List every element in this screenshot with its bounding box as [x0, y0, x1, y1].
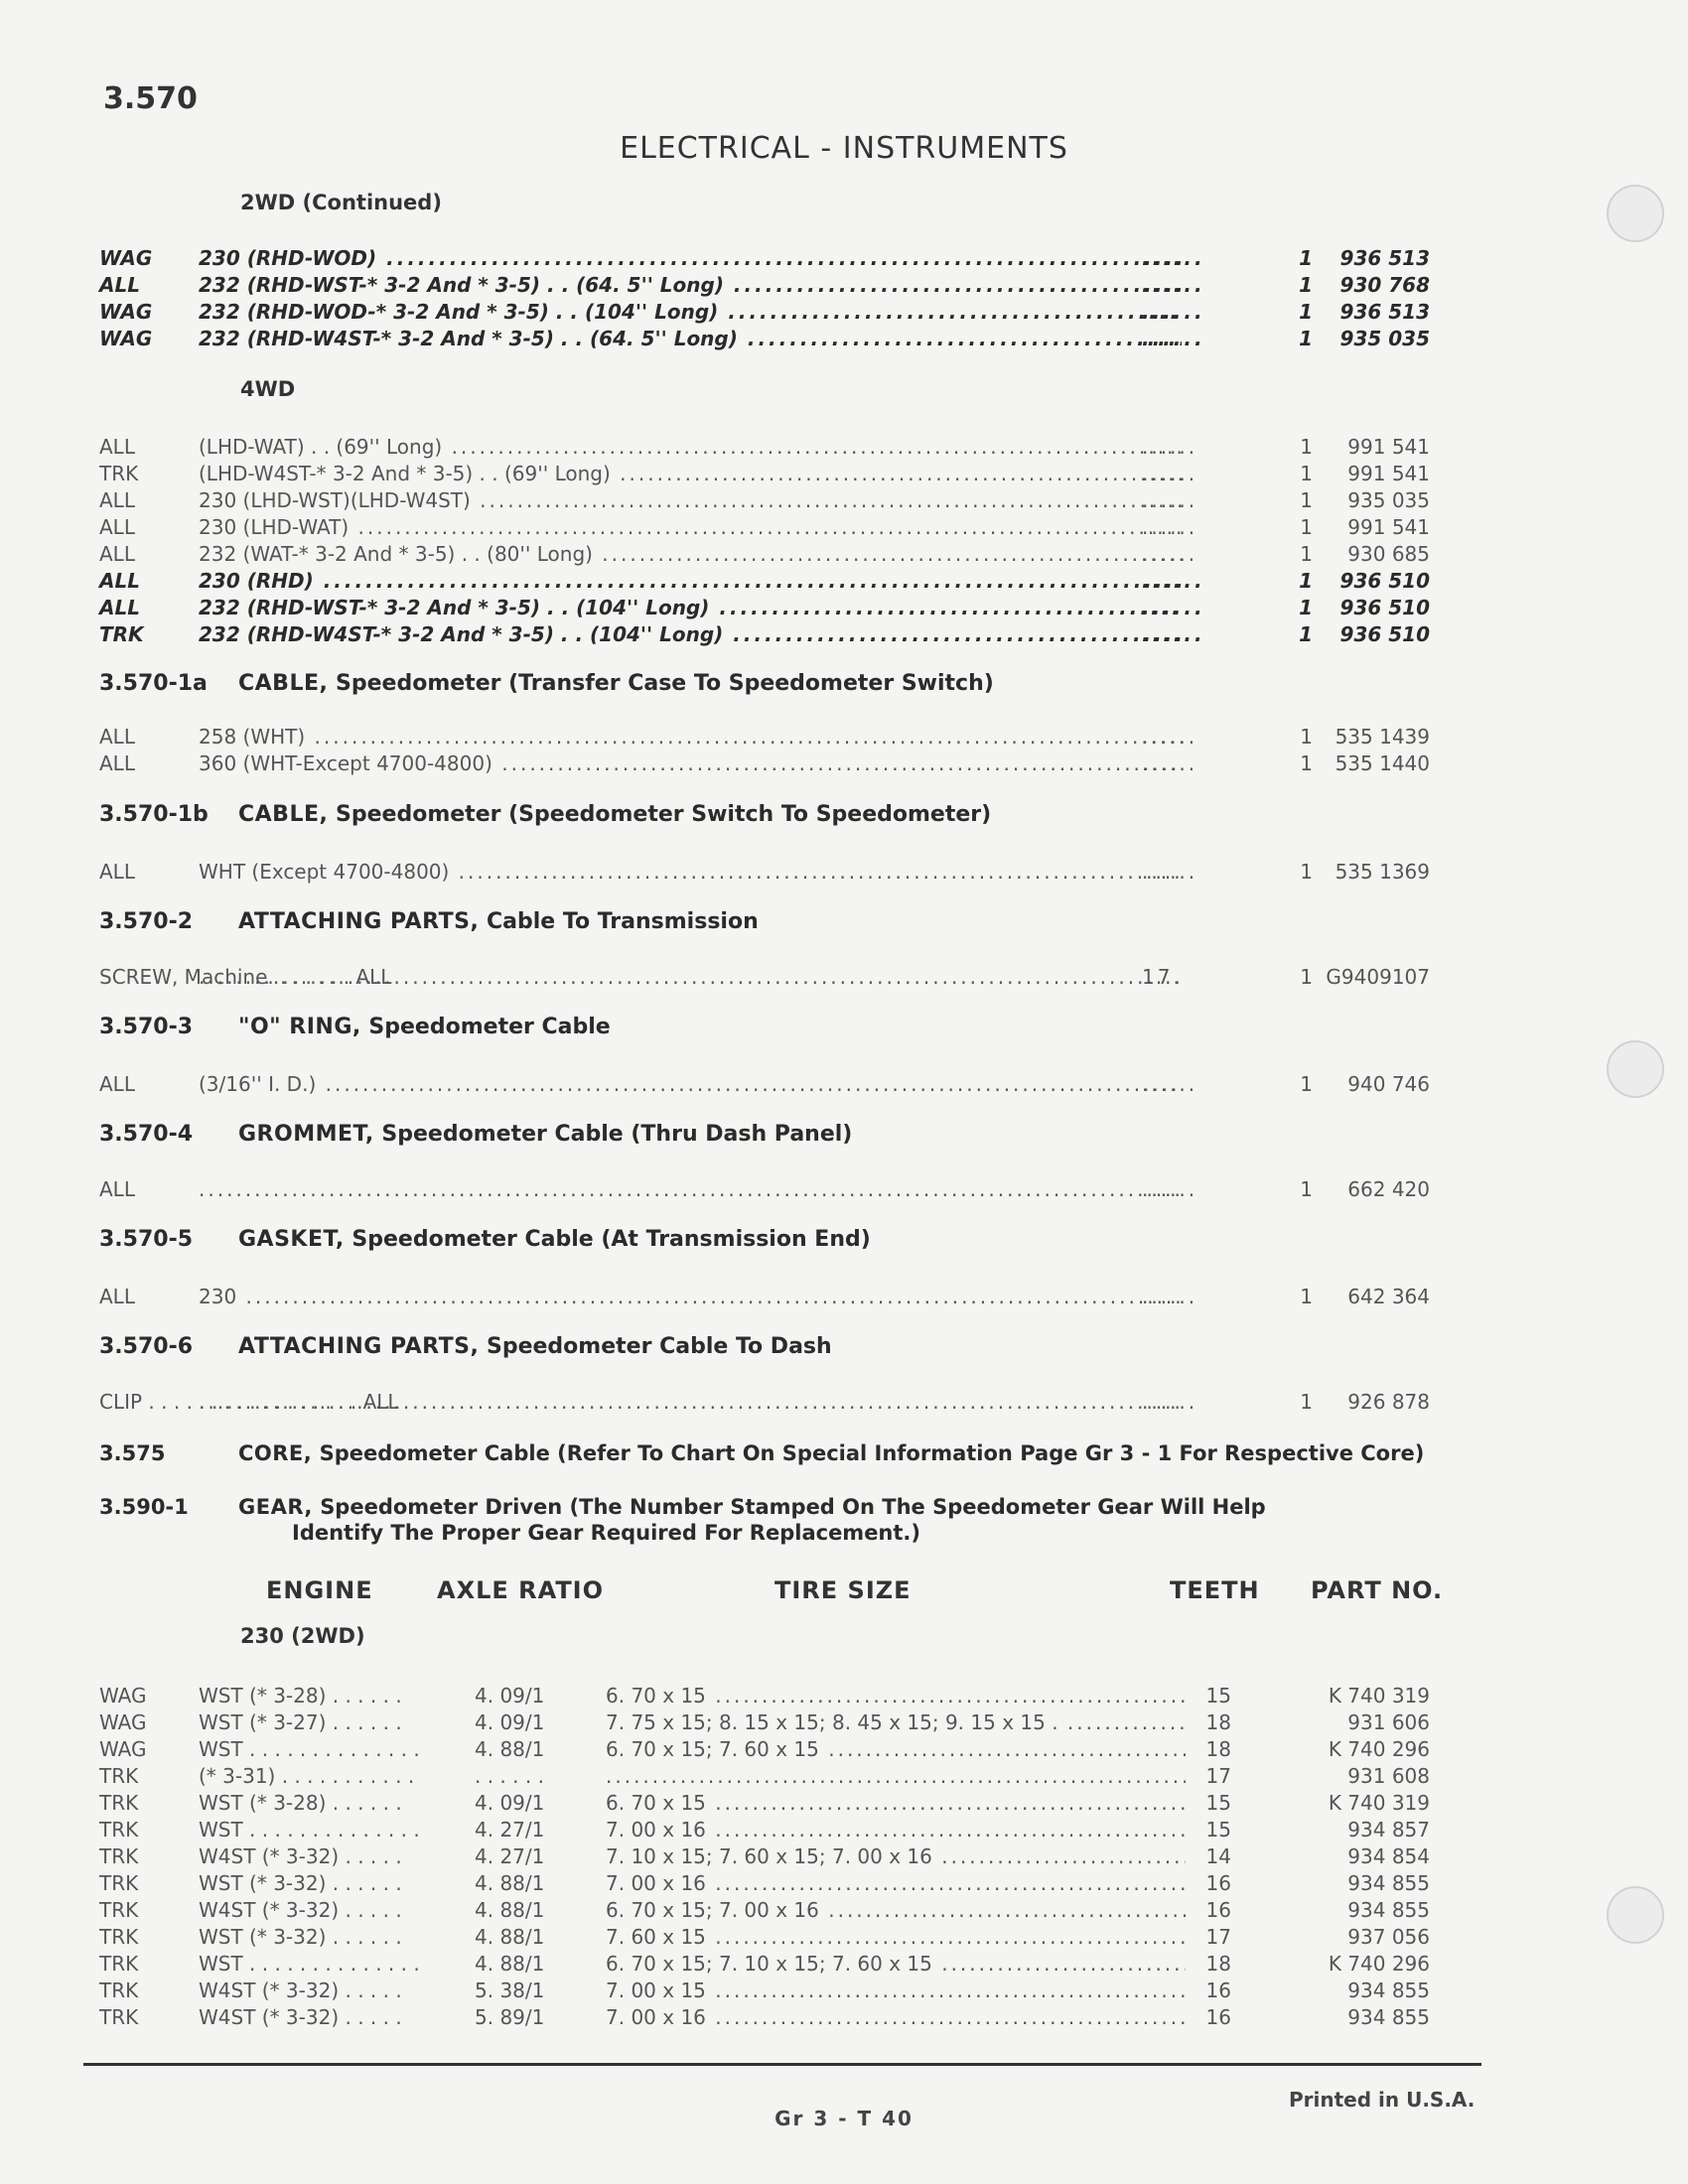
axle-ratio-cell: . . . . . .: [475, 1764, 544, 1788]
part-row: [99, 569, 1430, 595]
engine-cell: W4ST (* 3-32) . . . . .: [199, 1844, 402, 1868]
axle-ratio-cell: 4. 09/1: [475, 1791, 545, 1815]
axle-ratio-cell: 4. 27/1: [475, 1818, 545, 1842]
tire-size-cell: 6. 70 x 15; 7. 10 x 15; 7. 60 x 15 .....: [606, 1952, 1186, 1976]
engine-cell: W4ST (* 3-32) . . . . .: [199, 1898, 402, 1922]
model-cell: WAG: [99, 1684, 147, 1707]
section-name: ATTACHING PARTS,: [238, 909, 480, 934]
gear-row: [99, 1684, 1430, 1709]
part-number-cell: 931 608: [1347, 1764, 1430, 1788]
model-cell: WAG: [99, 300, 153, 324]
printed-in-usa: Printed in U.S.A.: [1289, 2088, 1476, 2112]
axle-ratio-cell: 4. 88/1: [475, 1952, 545, 1976]
part-row: [99, 965, 1430, 991]
teeth-cell: 14: [1205, 1844, 1231, 1868]
teeth-cell: 16: [1205, 2005, 1231, 2029]
part-number-cell: 535 1440: [1335, 751, 1430, 775]
axle-ratio-cell: 4. 09/1: [475, 1684, 545, 1707]
part-row: [99, 596, 1430, 621]
part-row: [99, 462, 1430, 487]
section-number: 3.570-4: [99, 1122, 194, 1147]
section-desc: Speedometer Cable (At Transmission End): [352, 1227, 871, 1252]
engine-cell: (* 3-31) . . . . . . . . . . .: [199, 1764, 415, 1788]
model-cell: ALL: [99, 273, 140, 297]
section-number: 3.575: [99, 1441, 166, 1465]
description-cell: 230 .....: [199, 1285, 1182, 1308]
part-row: [99, 542, 1430, 568]
part-number-cell: 934 855: [1347, 2005, 1430, 2029]
teeth-cell: 15: [1205, 1818, 1231, 1842]
teeth-cell: 16: [1205, 1898, 1231, 1922]
quantity-cell: 1: [1300, 542, 1313, 566]
model-cell: TRK: [99, 1791, 139, 1815]
section-desc: Speedometer Cable: [368, 1015, 611, 1039]
model-cell: TRK: [99, 1844, 139, 1868]
part-row: [99, 622, 1430, 648]
quantity-cell: 1: [1299, 300, 1313, 324]
model-cell: ALL: [99, 1072, 135, 1096]
tire-size-cell: 6. 70 x 15 .....: [606, 1791, 1186, 1815]
quantity-cell: 1: [1299, 327, 1313, 350]
description-cell: (LHD-WAT) . . (69'' Long) .....: [199, 435, 1182, 459]
engine-cell: W4ST (* 3-32) . . . . .: [199, 2005, 402, 2029]
dots-cell: ......: [1142, 246, 1205, 270]
dots-cell: ......: [1142, 273, 1205, 297]
quantity-cell: 1: [1299, 246, 1313, 270]
axle-ratio-cell: 4. 88/1: [475, 1871, 545, 1895]
gear-row: [99, 2005, 1430, 2031]
tire-size-cell: 7. 10 x 15; 7. 60 x 15; 7. 00 x 16 .....: [606, 1844, 1186, 1868]
part-number-cell: K 740 296: [1328, 1952, 1430, 1976]
part-number-cell: 934 857: [1347, 1818, 1430, 1842]
quantity-cell: 1: [1300, 435, 1313, 459]
description-cell: 230 (RHD-WOD) .....: [199, 246, 1182, 270]
teeth-cell: 18: [1205, 1737, 1231, 1761]
gear-row: [99, 1925, 1430, 1951]
tire-size-cell: 7. 60 x 15 .....: [606, 1925, 1186, 1949]
section-number: 3.570-2: [99, 909, 194, 934]
gear-row: [99, 1764, 1430, 1790]
tire-size-cell: [606, 1764, 1186, 1788]
model-cell: WAG: [99, 246, 153, 270]
section-name: CABLE,: [238, 671, 329, 696]
description-cell: 232 (WAT-* 3-2 And * 3-5) . . (80'' Long) .....: [199, 542, 1182, 566]
part-number-cell: 936 510: [1339, 569, 1430, 593]
footer-rule: [83, 2063, 1481, 2066]
dots-cell: ......: [1142, 1072, 1198, 1096]
dots-cell: ......: [1142, 596, 1205, 619]
quantity-cell: 1: [1300, 488, 1313, 512]
part-number-cell: 937 056: [1347, 1925, 1430, 1949]
model-cell: TRK: [99, 1925, 139, 1949]
gear-row: [99, 1818, 1430, 1843]
engine-cell: WST (* 3-27) . . . . . .: [199, 1710, 402, 1734]
part-number-cell: 936 513: [1339, 300, 1430, 324]
binder-hole: [1607, 1886, 1664, 1944]
description-cell: 232 (RHD-W4ST-* 3-2 And * 3-5) . . (104'' Long) .....: [199, 622, 1182, 646]
gear-row: [99, 1737, 1430, 1763]
quantity-cell: 1: [1300, 860, 1313, 884]
part-number-cell: 934 855: [1347, 1871, 1430, 1895]
axle-ratio-cell: 4. 27/1: [475, 1844, 545, 1868]
section-desc-continued: Identify The Proper Gear Required For Replacement.): [292, 1521, 920, 1545]
part-number-cell: 935 035: [1347, 488, 1430, 512]
model-cell: ALL: [99, 1177, 135, 1201]
part-row: [99, 751, 1430, 777]
description-cell: [199, 965, 1182, 989]
part-row: [99, 725, 1430, 751]
section-number: 3.570-1b: [99, 802, 209, 827]
part-number-cell: 642 364: [1347, 1285, 1430, 1308]
col-header-teeth: TEETH: [1170, 1576, 1260, 1604]
axle-ratio-cell: 5. 89/1: [475, 2005, 545, 2029]
model-cell: WAG: [99, 1710, 147, 1734]
tire-size-cell: 6. 70 x 15; 7. 00 x 16 .....: [606, 1898, 1186, 1922]
gear-row: [99, 1844, 1430, 1870]
quantity-cell: 1: [1300, 1285, 1313, 1308]
section-number: 3.570-3: [99, 1015, 194, 1039]
dots-cell: ......: [1142, 751, 1198, 775]
model-cell: TRK: [99, 462, 139, 485]
model-cell: WAG: [99, 1737, 147, 1761]
dots-cell: 17.: [1142, 965, 1183, 989]
part-number-cell: K 740 296: [1328, 1737, 1430, 1761]
part-number-cell: 535 1369: [1335, 860, 1430, 884]
teeth-cell: 16: [1205, 1979, 1231, 2002]
part-number-cell: 930 685: [1347, 542, 1430, 566]
part-number-cell: 934 855: [1347, 1979, 1430, 2002]
part-number-cell: 662 420: [1347, 1177, 1430, 1201]
section-name: CORE,: [238, 1441, 313, 1465]
description-cell: 232 (RHD-WST-* 3-2 And * 3-5) . . (64. 5'' Long) .....: [199, 273, 1182, 297]
engine-cell: WST (* 3-28) . . . . . .: [199, 1791, 402, 1815]
part-row: [99, 1390, 1430, 1416]
model-cell: TRK: [99, 1871, 139, 1895]
description-cell: 232 (RHD-WOD-* 3-2 And * 3-5) . . (104'' Long) .....: [199, 300, 1182, 324]
model-cell: WAG: [99, 327, 153, 350]
description-cell: 230 (LHD-WAT) .....: [199, 515, 1182, 539]
section-number: 3.570-6: [99, 1334, 194, 1359]
part-number-cell: 934 855: [1347, 1898, 1430, 1922]
description-cell: 232 (RHD-W4ST-* 3-2 And * 3-5) . . (64. 5'' Long) .....: [199, 327, 1182, 350]
part-number-cell: G9409107: [1326, 965, 1430, 989]
gear-row: [99, 1952, 1430, 1978]
description-cell: 230 (RHD) .....: [199, 569, 1182, 593]
part-number-cell: 935 035: [1339, 327, 1430, 350]
part-number-cell: 535 1439: [1335, 725, 1430, 749]
part-row: [99, 1072, 1430, 1098]
part-row: [99, 246, 1430, 272]
part-row: [99, 1177, 1430, 1203]
section-desc: Cable To Transmission: [487, 909, 759, 934]
part-row: [99, 273, 1430, 299]
gear-row: [99, 1871, 1430, 1897]
quantity-cell: 1: [1300, 725, 1313, 749]
section-name: ATTACHING PARTS,: [238, 1334, 480, 1359]
subhead-2wd: 2WD (Continued): [240, 191, 442, 214]
subhead-4wd: 4WD: [240, 377, 296, 401]
gear-row: [99, 1791, 1430, 1817]
axle-ratio-cell: 4. 09/1: [475, 1710, 545, 1734]
part-number-cell: 930 768: [1339, 273, 1430, 297]
dots-cell: ......: [1142, 435, 1198, 459]
binder-hole: [1607, 1040, 1664, 1098]
description-cell: (LHD-W4ST-* 3-2 And * 3-5) . . (69'' Long) .....: [199, 462, 1182, 485]
section-number: 3.570-5: [99, 1227, 194, 1252]
tire-size-cell: 6. 70 x 15 .....: [606, 1684, 1186, 1707]
part-row: [99, 860, 1430, 886]
section-desc: Speedometer (Transfer Case To Speedometer Switch): [336, 671, 994, 696]
section-name: "O" RING,: [238, 1015, 361, 1039]
section-name: GROMMET,: [238, 1122, 374, 1147]
quantity-cell: 1: [1299, 596, 1313, 619]
footer-page-ref: Gr 3 - T 40: [774, 2107, 914, 2130]
model-cell: ALL: [99, 860, 135, 884]
tire-size-cell: 7. 00 x 16 .....: [606, 2005, 1186, 2029]
part-row: [99, 488, 1430, 514]
dots-cell: ......: [1142, 622, 1205, 646]
model-cell: TRK: [99, 2005, 139, 2029]
part-number-cell: K 740 319: [1328, 1791, 1430, 1815]
quantity-cell: 1: [1300, 1390, 1313, 1414]
model-cell: ALL: [99, 751, 135, 775]
part-row: [99, 515, 1430, 541]
page-title: ELECTRICAL - INSTRUMENTS: [620, 131, 1068, 166]
part-number-cell: 940 746: [1347, 1072, 1430, 1096]
col-header-axle-ratio: AXLE RATIO: [437, 1576, 605, 1604]
axle-ratio-cell: 4. 88/1: [475, 1737, 545, 1761]
quantity-cell: 1: [1299, 273, 1313, 297]
engine-cell: W4ST (* 3-32) . . . . .: [199, 1979, 402, 2002]
teeth-cell: 18: [1205, 1952, 1231, 1976]
model-cell: ALL: [99, 515, 135, 539]
model-cell: SCREW, Machine. . . . . . . ALL: [99, 965, 392, 989]
quantity-cell: 1: [1299, 622, 1313, 646]
dots-cell: ......: [1142, 1390, 1198, 1414]
dots-cell: ......: [1142, 1285, 1198, 1308]
quantity-cell: 1: [1300, 462, 1313, 485]
model-cell: TRK: [99, 1979, 139, 2002]
dots-cell: ......: [1142, 1177, 1198, 1201]
dots-cell: ......: [1142, 725, 1198, 749]
description-cell: WHT (Except 4700-4800) .....: [199, 860, 1182, 884]
dots-cell: ......: [1142, 327, 1205, 350]
model-cell: CLIP . . . . . . . . . . . . . . . . . ALL: [99, 1390, 399, 1414]
col-header-part-no: PART NO.: [1311, 1576, 1444, 1604]
tire-size-cell: 7. 00 x 16 .....: [606, 1871, 1186, 1895]
description-cell: 232 (RHD-WST-* 3-2 And * 3-5) . . (104'' Long) .....: [199, 596, 1182, 619]
axle-ratio-cell: 4. 88/1: [475, 1925, 545, 1949]
part-row: [99, 327, 1430, 352]
description-cell: 360 (WHT-Except 4700-4800) .....: [199, 751, 1182, 775]
model-cell: ALL: [99, 596, 140, 619]
section-desc: Speedometer (Speedometer Switch To Speedometer): [336, 802, 992, 827]
quantity-cell: 1: [1300, 1177, 1313, 1201]
part-number-cell: 991 541: [1347, 515, 1430, 539]
part-row: [99, 435, 1430, 461]
subhead-230-2wd: 230 (2WD): [240, 1624, 365, 1648]
axle-ratio-cell: 4. 88/1: [475, 1898, 545, 1922]
part-number-cell: 936 510: [1339, 596, 1430, 619]
engine-cell: WST . . . . . . . . . . . . . .: [199, 1952, 420, 1976]
quantity-cell: 1: [1300, 1072, 1313, 1096]
teeth-cell: 17: [1205, 1925, 1231, 1949]
part-row: [99, 1285, 1430, 1310]
model-cell: ALL: [99, 569, 140, 593]
tire-size-cell: 7. 75 x 15; 8. 15 x 15; 8. 45 x 15; 9. 15 x 15 . .....: [606, 1710, 1186, 1734]
quantity-cell: 1: [1300, 751, 1313, 775]
engine-cell: WST (* 3-32) . . . . . .: [199, 1871, 402, 1895]
description-cell: (3/16'' I. D.) .....: [199, 1072, 1182, 1096]
gear-row: [99, 1979, 1430, 2004]
tire-size-cell: 7. 00 x 15 .....: [606, 1979, 1186, 2002]
section-number: 3.570-1a: [99, 671, 208, 696]
part-number-cell: 934 854: [1347, 1844, 1430, 1868]
description-cell: 258 (WHT) .....: [199, 725, 1182, 749]
teeth-cell: 15: [1205, 1684, 1231, 1707]
tire-size-cell: 6. 70 x 15; 7. 60 x 15 .....: [606, 1737, 1186, 1761]
dots-cell: ......: [1142, 860, 1198, 884]
teeth-cell: 16: [1205, 1871, 1231, 1895]
engine-cell: WST (* 3-32) . . . . . .: [199, 1925, 402, 1949]
section-desc: Speedometer Cable (Refer To Chart On Special Information Page Gr 3 - 1 For Respective Core): [319, 1441, 1425, 1465]
description-cell: 230 (LHD-WST)(LHD-W4ST) .....: [199, 488, 1182, 512]
quantity-cell: 1: [1299, 569, 1313, 593]
model-cell: TRK: [99, 1764, 139, 1788]
description-cell: [199, 1177, 1182, 1201]
part-number-cell: 991 541: [1347, 435, 1430, 459]
model-cell: TRK: [99, 622, 144, 646]
part-number-cell: K 740 319: [1328, 1684, 1430, 1707]
dots-cell: ......: [1142, 515, 1198, 539]
section-name: CABLE,: [238, 802, 329, 827]
dots-cell: ......: [1142, 569, 1205, 593]
axle-ratio-cell: 5. 38/1: [475, 1979, 545, 2002]
dots-cell: ......: [1142, 462, 1198, 485]
model-cell: TRK: [99, 1952, 139, 1976]
col-header-engine: ENGINE: [266, 1576, 373, 1604]
quantity-cell: 1: [1300, 965, 1313, 989]
dots-cell: ......: [1142, 542, 1198, 566]
engine-cell: WST . . . . . . . . . . . . . .: [199, 1737, 420, 1761]
part-number-cell: 991 541: [1347, 462, 1430, 485]
engine-cell: WST . . . . . . . . . . . . . .: [199, 1818, 420, 1842]
part-number-cell: 926 878: [1347, 1390, 1430, 1414]
part-number-cell: 936 510: [1339, 622, 1430, 646]
col-header-tire-size: TIRE SIZE: [774, 1576, 912, 1604]
tire-size-cell: 7. 00 x 16 .....: [606, 1818, 1186, 1842]
teeth-cell: 17: [1205, 1764, 1231, 1788]
quantity-cell: 1: [1300, 515, 1313, 539]
dots-cell: ......: [1142, 300, 1205, 324]
engine-cell: WST (* 3-28) . . . . . .: [199, 1684, 402, 1707]
gear-row: [99, 1710, 1430, 1736]
section-desc: Speedometer Cable (Thru Dash Panel): [381, 1122, 853, 1147]
section-name: GEAR,: [238, 1495, 313, 1519]
model-cell: ALL: [99, 435, 135, 459]
section-desc: Speedometer Cable To Dash: [487, 1334, 832, 1359]
section-name: GASKET,: [238, 1227, 345, 1252]
description-cell: [199, 1390, 1182, 1414]
model-cell: ALL: [99, 1285, 135, 1308]
model-cell: TRK: [99, 1898, 139, 1922]
page-number: 3.570: [103, 81, 198, 116]
part-number-cell: 936 513: [1339, 246, 1430, 270]
model-cell: ALL: [99, 542, 135, 566]
part-number-cell: 931 606: [1347, 1710, 1430, 1734]
model-cell: ALL: [99, 725, 135, 749]
model-cell: TRK: [99, 1818, 139, 1842]
model-cell: ALL: [99, 488, 135, 512]
gear-row: [99, 1898, 1430, 1924]
part-row: [99, 300, 1430, 326]
section-number: 3.590-1: [99, 1495, 189, 1519]
binder-hole: [1607, 185, 1664, 242]
dots-cell: ......: [1142, 488, 1198, 512]
teeth-cell: 18: [1205, 1710, 1231, 1734]
teeth-cell: 15: [1205, 1791, 1231, 1815]
section-desc: Speedometer Driven (The Number Stamped On The Speedometer Gear Will Help: [320, 1495, 1266, 1519]
